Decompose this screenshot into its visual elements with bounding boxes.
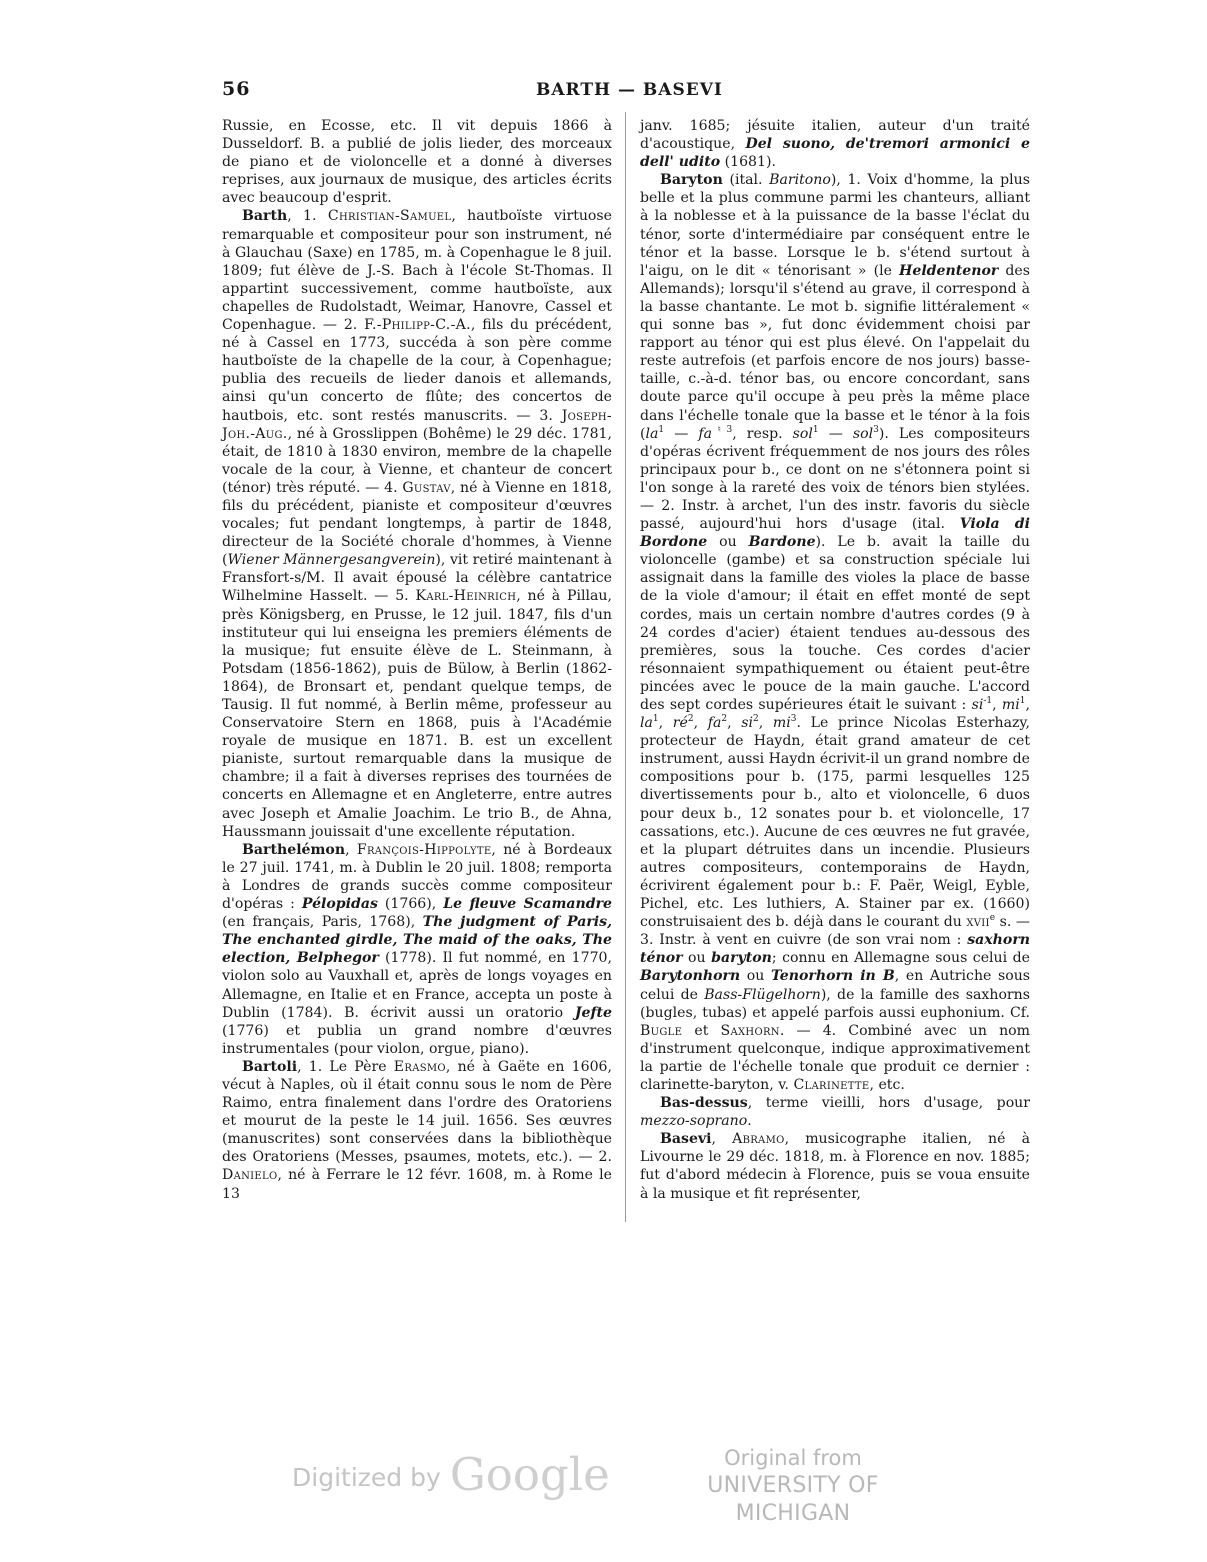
entry-text: , en Autriche sous celui de (640, 968, 1031, 1003)
entry-text: , né à Pillau, près Königsberg, en Prusse, le 12 juil. 1847, fils d'un instituteur qui lui enseigna les premiers éléments de la musique; fut ensuite élève de L. Steinmann, à Potsdam (1856-1862), puis de Bülow, à Berlin (1862-1864), de Bronsart et, pendant quelque temps, de Tausig. Il fut nommé, à Berlin même, professeur au Conservatoire Stern en 1868, puis à l'Académie royale de musique en 1871. B. est un excellent pianiste, surtout remarquable dans la musique de chambre; il a fait à diverses reprises des tournées de concerts en Allemagne et en Angleterre, entre autres avec Joseph et Amalie Joachim. Le trio B., de Ahna, Haussmann jouissait d'une excellente réputation. (222, 588, 612, 840)
entry-text: Wiener Männergesangverein (227, 552, 436, 569)
entry-text: , (992, 697, 1002, 713)
entry-text: , né à Bordeaux le 27 juil. 1741, m. à Dublin le 20 juil. 1808; remporta à Londres de grands succès comme compositeur d'opéras : (222, 841, 612, 913)
entry-text: , né à Gaëte en 1606, vécut à Naples, où il était connu sous le nom de Père Raimo, entra finalement dans l'ordre des Oratoriens et mourut de la peste le 14 juil. 1656. Ses œuvres (manuscrites) sont conservées dans la bibliothèque des Oratoriens (Messes, psaumes, motets, etc.). — 2. (222, 1058, 612, 1166)
right-column-entry (640, 1094, 1030, 1130)
entry-text: 2 (753, 714, 759, 725)
entry-text: Del suono, de'tremori armonici e dell' udito (640, 136, 1030, 171)
entry-text: Bugle (640, 1022, 683, 1039)
entry-text: , né à Vienne en 1818, fils du précédent, pianiste et compositeur d'œuvres vocales; fut pendant longtemps, à partir de 1848, directeur de la Société chorale d'hommes, à Vienne ( (222, 479, 612, 569)
entry-text: . — 4. Combiné avec un nom d'instrument quelconque, indique approximativement la partie de l'échelle tonale que produit ce dernier : clarinette-baryton, v. (640, 1022, 1030, 1093)
entry-text: sol (792, 425, 813, 442)
left-column-entry (222, 207, 612, 840)
digitized-by-mark (292, 1448, 610, 1501)
entry-text: ré (672, 715, 688, 732)
entry-text: (1778). Il fut nommé, en 1770, violon solo au Vauxhall et, après de longs voyages en Allemagne, en Italie et en France, accepta un poste à Dublin (1784). B. écrivit aussi un oratorio (222, 950, 612, 1021)
entry-text: des Allemands); lorsqu'il s'étend au grave, il correspond à la basse chantante. Le mot b. signifie littéralement « qui sonne bas », fut donc évidemment choisi par rapport au ténor qui est plus élevé. On l'appelait du reste autrefois (et parfois encore de nos jours) basse-taille, c.-à-d. ténor bas, ou encore concordant, sans doute parce qu'il occupe à peu près la même place dans l'échelle tonale que la basse et le ténor à la fois ( (640, 262, 1031, 442)
entry-text: ♮3 (712, 424, 733, 435)
entry-text: Erasmo (393, 1058, 446, 1075)
entry-text: saxhorn ténor (640, 932, 1030, 967)
entry-text: janv. 1685; jésuite italien, auteur d'un traité d'acoustique, (640, 118, 1030, 153)
right-column-entry (640, 1130, 1030, 1202)
entry-text: , (693, 715, 708, 732)
entry-text: . (747, 1113, 752, 1130)
left-column-entry (222, 117, 612, 207)
entry-text: mi (772, 715, 791, 732)
original-from-label: Original from (724, 1446, 862, 1470)
entry-text: Baritono (769, 172, 831, 189)
entry-text: , fils du précédent, né à Cassel en 1773, succéda à son père comme hautboïste de la chapelle de la cour, à Copenhague; publia des recueils de lieder danois et allemands, ainsi qu'un concerto de flûte; des concertos de hautbois, etc. sont restés manuscrits. — 3. (222, 317, 613, 424)
entry-text: — (818, 425, 853, 442)
entry-text: , (345, 841, 357, 858)
entry-text: , hautboïste virtuose remarquable et compositeur pour son instrument, né à Glauchau (Saxe) en 1785, m. à Copenhague le 8 juil. 1809; fut élève de J.-S. Bach à l'école St-Thomas. Il appartint successivement, comme hautboïste, aux chapelles de Rudolstadt, Weimar, Hanovre, Cassel et Copenhague. — 2. (222, 208, 612, 334)
entry-text: , etc. (869, 1076, 905, 1093)
entry-text: Le fleuve Scamandre (443, 896, 612, 913)
entry-text: , né à Ferrare le 12 févr. 1608, m. à Rome le 13 (222, 1167, 612, 1202)
entry-text: fa (698, 425, 713, 442)
entry-text: , terme vieilli, hors d'usage, pour (747, 1095, 1030, 1112)
column-rule (625, 112, 626, 1222)
entry-text: Bardone (748, 534, 816, 551)
entry-text: -1 (983, 696, 993, 706)
entry-text: Gustav (402, 479, 451, 496)
left-column (222, 117, 612, 1203)
entry-text: la (640, 715, 653, 732)
entry-text: baryton (711, 950, 772, 967)
entry-text: s. — 3. Instr. à vent en cuivre (de son vrai nom : (640, 914, 1030, 949)
entry-text: Joseph-Joh.-Aug. (222, 407, 612, 442)
entry-text: 1 (658, 424, 665, 435)
entry-text: , musicographe italien, né à Livourne le 29 déc. 1818, m. à Florence en nov. 1885; fut d'abord médecin à Florence, puis se voua ensuite à la musique et fit représenter, (640, 1131, 1030, 1202)
entry-text: 3 (790, 714, 797, 725)
entry-text: (1766), (377, 896, 444, 913)
entry-text: Christian-Samuel (327, 208, 452, 225)
entry-text: ou (740, 968, 771, 985)
entry-text: 1 (812, 424, 819, 435)
left-column-entry (222, 841, 612, 1058)
entry-text: (ital. (722, 172, 770, 189)
entry-text: , 1. Le Père (297, 1058, 394, 1075)
entry-text: , 1. (287, 208, 328, 225)
entry-text: Karl-Heinrich (415, 588, 517, 605)
running-head: BARTH — BASEVI (536, 80, 723, 100)
headword: Barthelémon (242, 841, 346, 858)
headword: Bas-dessus (660, 1095, 748, 1112)
entry-text: , (727, 715, 742, 732)
entry-text: fa (707, 715, 722, 732)
entry-text: 1 (1019, 696, 1026, 706)
entry-text: la (645, 425, 659, 442)
headword: Basevi (660, 1131, 712, 1148)
headword: Baryton (660, 172, 723, 189)
entry-text: Bass-Flügelhorn (704, 986, 821, 1003)
right-column-entry (640, 117, 1030, 171)
entry-text: . Le prince Nicolas Esterhazy, protecteur de Haydn, était grand amateur de cet instrument, aussi Haydn écrivit-il un grand nombre de compositions pour b. (175, parmi lesquelles 125 divertissements pour b., alto et violoncelle, 6 duos pour deux b., 12 sonates pour b. et violoncelle, 17 cassations, etc.). Aucune de ces œuvres ne fut gravée, et la plupart détruites dans un incendie. Plusieurs autres compositeurs, contemporains de Haydn, écrivirent également pour b.: F. Paër, Weigl, Eyble, Pichel, etc. Les luthiers, A. Stainer par ex. (1660) construisaient des b. déjà dans le courant du (640, 715, 1030, 931)
entry-text: Viola di Bordone (640, 516, 1030, 551)
entry-text: , (1025, 697, 1030, 713)
entry-text: et (682, 1022, 721, 1039)
entry-text: Heldentenor (899, 262, 999, 279)
entry-text: 1 (652, 714, 659, 725)
entry-text: mezzo-soprano (640, 1113, 748, 1130)
entry-text: ), de la famille des saxhorns (bugles, tubas) et appelé parfois aussi euphonium. Cf. (640, 986, 1030, 1021)
digitized-by-label: Digitized by (292, 1463, 441, 1492)
entry-text: Abramo (732, 1131, 785, 1148)
entry-text: sol (852, 425, 874, 442)
headword: Barth (242, 208, 288, 225)
entry-text: F.-Philipp-C.-A. (364, 317, 471, 334)
entry-text: si (971, 697, 984, 713)
entry-text: ). Le b. avait la taille du violoncelle (gambe) et sa construction spéciale lui assignait dans la famille des violes la place de basse de la viole d'amour; il était en effet monté de sept cordes, mais un certain nombre d'autres cordes (9 à 24 cordes d'acier) étaient tendues au-dessous des premières, sous la touche. Ces cordes d'acier résonnaient sympathiquement ou étaient peut-être pincées avec le pouce de la main gauche. L'accord des sept cordes supérieures était le suivant : (640, 534, 1031, 713)
entry-text: , (758, 715, 773, 732)
right-column (640, 117, 1030, 1203)
entry-text: ou (707, 534, 749, 551)
entry-text: Russie, en Ecosse, etc. Il vit depuis 1866 à Dusseldorf. B. a publié de jolis lieder, des morceaux de piano et de violoncelle et a donné à diverses reprises, aux journaux de musique, des articles écrits avec beaucoup d'esprit. (222, 118, 612, 207)
entry-text: Danielo (222, 1167, 278, 1184)
page-number: 56 (222, 78, 251, 100)
entry-text: ), vit retiré maintenant à Fransfort-s/M. Il avait épousé la célèbre cantatrice Wilhelmine Hasselt. — 5. (222, 552, 612, 605)
entry-text: , resp. (732, 425, 793, 442)
entry-text: 3 (873, 424, 879, 435)
entry-text: Saxhorn (720, 1022, 780, 1039)
entry-text: Jefte (574, 1004, 612, 1021)
entry-text: xvii (966, 914, 990, 931)
entry-text: ; connu en Allemagne sous celui de (771, 950, 1030, 967)
entry-text: (1681). (720, 154, 776, 171)
entry-text: 2 (721, 714, 728, 725)
entry-text: Clarinette (793, 1076, 870, 1093)
entry-text: si (741, 715, 753, 732)
google-logo: Google (449, 1448, 610, 1501)
entry-text: (en français, Paris, 1768), (222, 914, 423, 931)
entry-text: , né à Grosslippen (Bohême) le 29 déc. 1781, était, de 1810 à 1830 environ, membre de la chapelle vocale de la cour, à Vienne, et chanteur de concert (ténor) très réputé. — 4. (222, 425, 612, 496)
entry-text: Tenorhorn in B (770, 968, 895, 985)
entry-text: (1776) et publia un grand nombre d'œuvres instrumentales (pour violon, orgue, piano). (222, 1022, 612, 1057)
entry-text: ). Les compositeurs d'opéras écrivent fréquemment de nos jours des rôles principaux pour b., ce dont on ne s'étonnera point si l'on songe à la rareté des voix de ténors bien stylées. — 2. Instr. à archet, l'un des instr. favoris du siècle passé, aujourd'hui hors d'usage (ital. (640, 425, 1030, 533)
university-label: UNIVERSITY OF MICHIGAN (707, 1473, 879, 1526)
entry-text: François-Hippolyte (356, 841, 492, 858)
headword: Bartoli (242, 1058, 298, 1075)
right-column-entry (640, 171, 1030, 1094)
entry-text: e (989, 913, 996, 924)
entry-text: 2 (687, 714, 694, 725)
entry-text: ), 1. Voix d'homme, la plus belle et la plus commune parmi les chanteurs, alliant à la noblesse et à la puissance de la basse l'éclat du ténor, sorte d'intermédiaire par conséquent entre le ténor et la basse. Lorsque le b. s'étend surtout à l'aigu, on le dit « ténorisant » (le (640, 172, 1030, 279)
entry-text: The judgment of Paris, The enchanted girdle, The maid of the oaks, The election, Belphegor (222, 914, 612, 967)
entry-text: ou (682, 950, 712, 967)
entry-text: , (658, 715, 673, 732)
library-mark (668, 1444, 918, 1528)
entry-text: mi (1001, 697, 1020, 713)
entry-text: — (664, 425, 699, 442)
left-column-entry (222, 1058, 612, 1203)
entry-text: , (711, 1131, 733, 1148)
entry-text: Pélopidas (301, 896, 378, 913)
entry-text: Barytonhorn (640, 968, 741, 985)
